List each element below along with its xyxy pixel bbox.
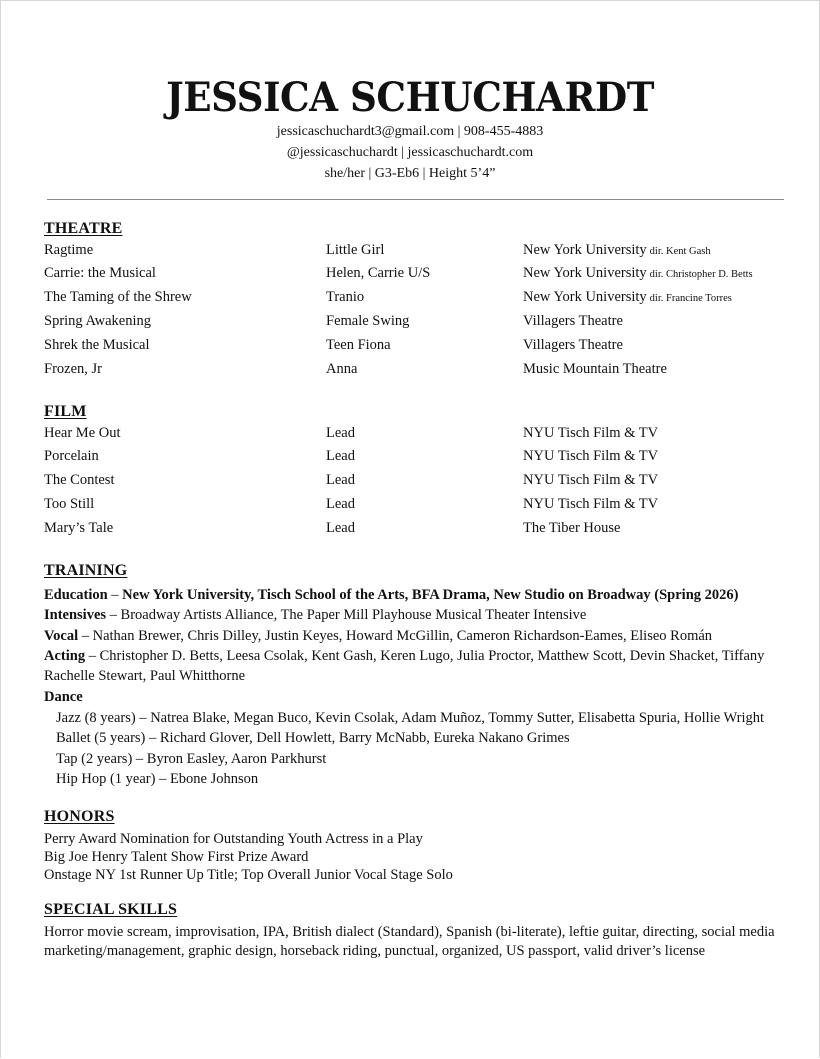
film-title: The Contest (44, 472, 115, 488)
film-row (1, 425, 819, 445)
resume-name: JESSICA SCHUCHARDT (166, 74, 654, 121)
acting-text: Christopher D. Betts, Leesa Csolak, Kent Gash, Keren Lugo, Julia Proctor, Matthew Scott, Devin Shacket, Tiffany Rachelle Stewart, Paul Whitthorne (44, 648, 765, 684)
theatre-role: Female Swing (326, 313, 410, 329)
special-skills-text: Horror movie scream, improvisation, IPA, British dialect (Standard), Spanish (bi-literate), leftie guitar, directing, social media marketing/management, graphic design, horseback riding, punctual, organized, US passport, valid driver’s license (44, 924, 775, 959)
theatre-row (1, 242, 819, 262)
training-acting (44, 646, 784, 686)
theatre-venue: Villagers Theatre (523, 313, 623, 329)
theatre-director: dir. Francine Torres (649, 293, 732, 304)
dash: – (81, 628, 89, 644)
theatre-row (1, 265, 819, 285)
theatre-role: Tranio (326, 289, 365, 305)
film-role: Lead (326, 425, 355, 441)
theatre-venue-cell (523, 289, 732, 306)
film-heading: FILM (44, 403, 87, 420)
film-role: Lead (326, 448, 355, 464)
theatre-venue: New York University (523, 289, 647, 305)
film-producer: NYU Tisch Film & TV (523, 448, 659, 464)
theatre-venue: New York University (523, 242, 647, 258)
education-label: Education (44, 587, 108, 603)
theatre-show: Shrek the Musical (44, 337, 150, 353)
contact-email-phone: jessicaschuchardt3@gmail.com | 908-455-4883 (276, 124, 544, 139)
header-divider (47, 199, 784, 200)
training-heading: TRAINING (44, 562, 128, 579)
film-row (1, 496, 819, 516)
film-title: Too Still (44, 496, 95, 512)
theatre-row (1, 361, 819, 381)
film-role: Lead (326, 520, 355, 536)
contact-pronouns-range-height: she/her | G3-Eb6 | Height 5’4” (324, 166, 496, 181)
film-producer: NYU Tisch Film & TV (523, 472, 659, 488)
theatre-role: Little Girl (326, 242, 385, 258)
intensives-label: Intensives (44, 607, 107, 623)
theatre-row (1, 289, 819, 309)
theatre-row (1, 337, 819, 357)
film-title: Mary’s Tale (44, 520, 114, 536)
dance-label: Dance (44, 689, 83, 705)
theatre-show: The Taming of the Shrew (44, 289, 192, 305)
theatre-show: Frozen, Jr (44, 361, 102, 377)
theatre-row (1, 313, 819, 333)
theatre-director: dir. Christopher D. Betts (649, 269, 753, 280)
dance-item: Tap (2 years) – Byron Easley, Aaron Parkhurst (56, 751, 327, 767)
film-role: Lead (326, 496, 355, 512)
film-row (1, 472, 819, 492)
theatre-heading: THEATRE (44, 220, 123, 237)
resume-page (1, 1, 819, 1059)
education-text: New York University, Tisch School of the Arts, BFA Drama, New Studio on Broadway (Spring 2026) (122, 587, 739, 603)
film-role: Lead (326, 472, 355, 488)
training-vocal (44, 626, 784, 646)
theatre-director: dir. Kent Gash (649, 246, 711, 257)
theatre-show: Spring Awakening (44, 313, 152, 329)
vocal-text: Nathan Brewer, Chris Dilley, Justin Keyes, Howard McGillin, Cameron Richardson-Eames, Eliseo Román (92, 628, 713, 644)
contact-social-website: @jessicaschuchardt | jessicaschuchardt.com (286, 145, 534, 160)
dance-item: Jazz (8 years) – Natrea Blake, Megan Buco, Kevin Csolak, Adam Muñoz, Tommy Sutter, Elisabetta Spuria, Hollie Wright (56, 710, 765, 726)
theatre-venue-cell (523, 265, 753, 282)
vocal-label: Vocal (44, 628, 79, 644)
training-education (44, 585, 784, 605)
film-producer: NYU Tisch Film & TV (523, 425, 659, 441)
film-title: Porcelain (44, 448, 99, 464)
intensives-text: Broadway Artists Alliance, The Paper Mill Playhouse Musical Theater Intensive (120, 607, 587, 623)
film-producer: The Tiber House (523, 520, 621, 536)
film-row (1, 448, 819, 468)
honor-item: Onstage NY 1st Runner Up Title; Top Overall Junior Vocal Stage Solo (44, 867, 453, 883)
theatre-role: Teen Fiona (326, 337, 391, 353)
theatre-role: Helen, Carrie U/S (326, 265, 431, 281)
theatre-venue: New York University (523, 265, 647, 281)
training-dance (44, 687, 784, 707)
dash: – (88, 648, 96, 664)
training-intensives (44, 605, 784, 625)
honor-item: Big Joe Henry Talent Show First Prize Award (44, 849, 309, 865)
theatre-venue: Music Mountain Theatre (523, 361, 667, 377)
theatre-show: Ragtime (44, 242, 94, 258)
dance-item: Ballet (5 years) – Richard Glover, Dell Howlett, Barry McNabb, Eureka Nakano Grimes (56, 730, 570, 746)
film-row (1, 520, 819, 540)
theatre-show: Carrie: the Musical (44, 265, 156, 281)
film-title: Hear Me Out (44, 425, 121, 441)
acting-label: Acting (44, 648, 86, 664)
dash: – (111, 587, 119, 603)
honor-item: Perry Award Nomination for Outstanding Youth Actress in a Play (44, 831, 423, 847)
theatre-venue: Villagers Theatre (523, 337, 623, 353)
film-producer: NYU Tisch Film & TV (523, 496, 659, 512)
dash: – (109, 607, 117, 623)
special-skills-heading: SPECIAL SKILLS (44, 901, 178, 918)
theatre-role: Anna (326, 361, 358, 377)
theatre-venue-cell (523, 242, 711, 259)
honors-heading: HONORS (44, 808, 115, 825)
dance-item: Hip Hop (1 year) – Ebone Johnson (56, 771, 259, 787)
